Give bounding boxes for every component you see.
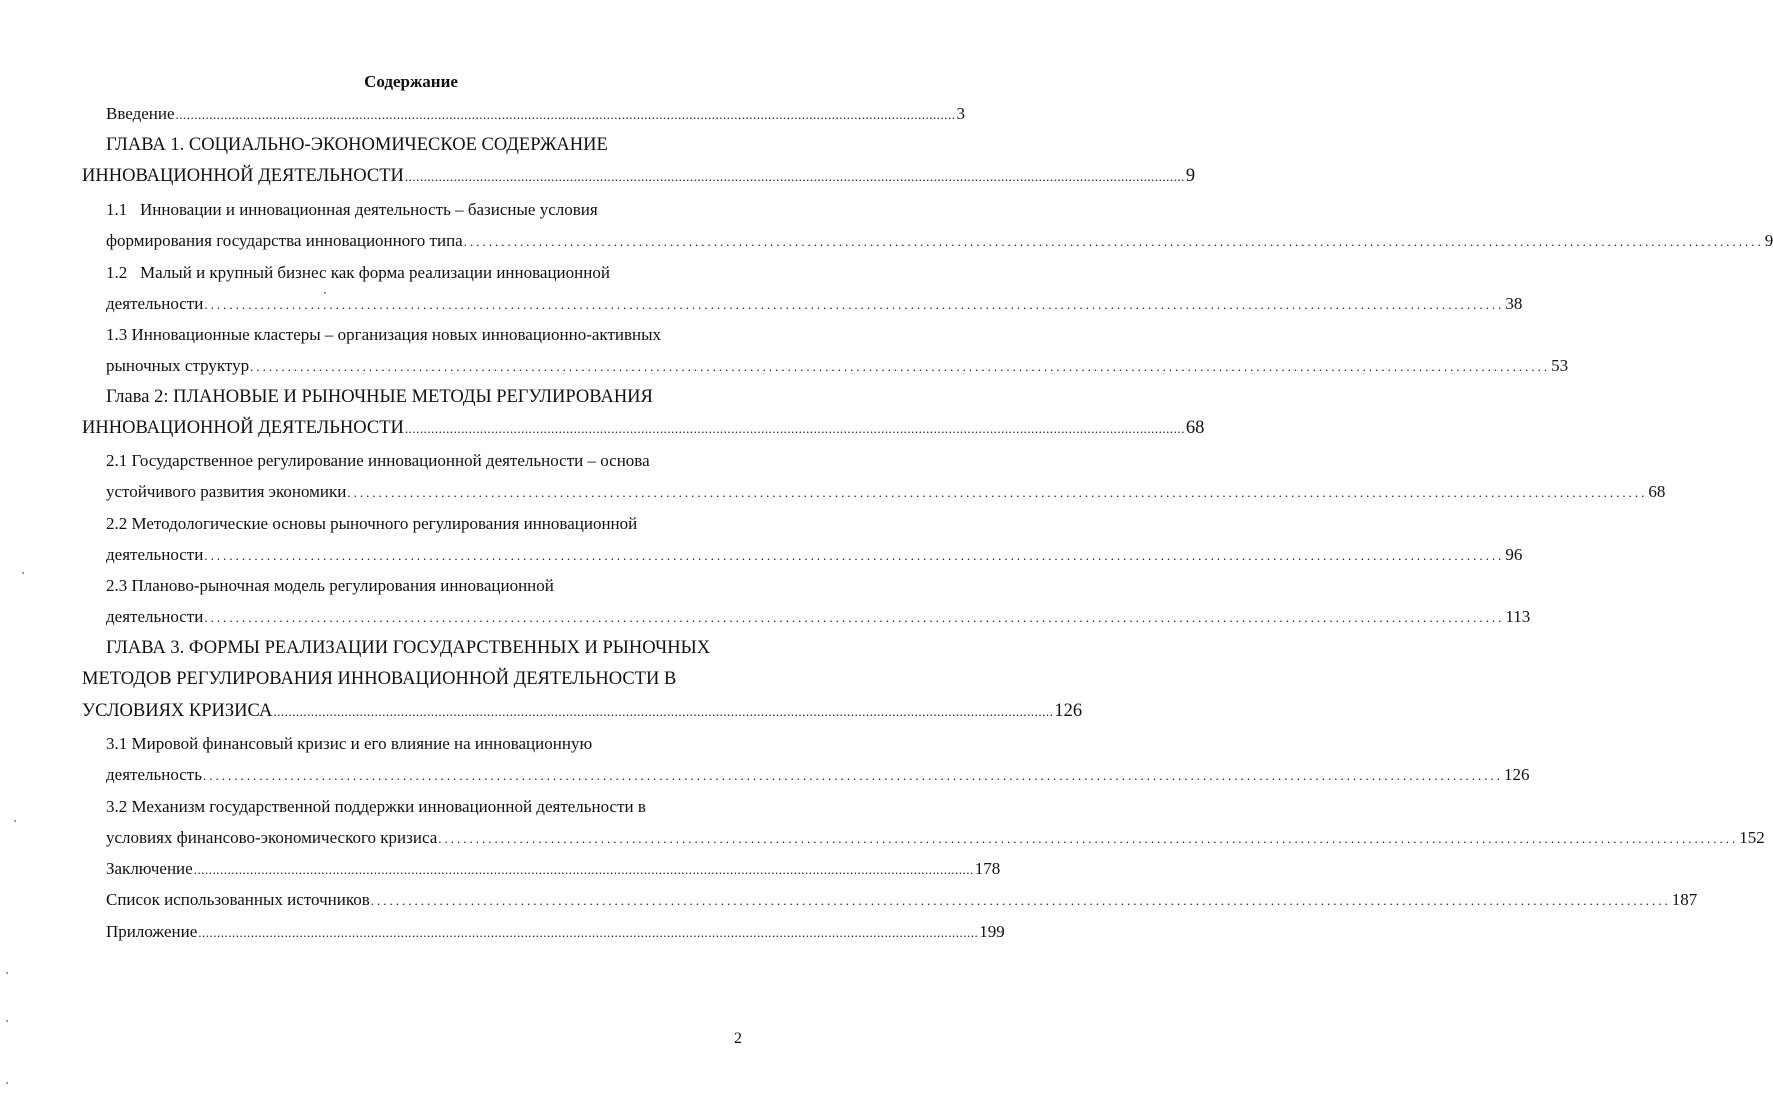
toc-entry-1-1-line-1 <box>106 199 742 221</box>
toc-page-number: 178 <box>974 859 1001 878</box>
toc-entry-text: деятельности <box>106 294 204 313</box>
toc-page-number: 68 <box>1648 482 1666 501</box>
toc-entry-text: Глава 2: ПЛАНОВЫЕ И РЫНОЧНЫЕ МЕТОДЫ РЕГУЛИРОВАНИЯ <box>106 387 653 407</box>
toc-entry-text: ГЛАВА 1. СОЦИАЛЬНО-ЭКОНОМИЧЕСКОЕ СОДЕРЖАНИЕ <box>106 135 608 155</box>
scan-speck <box>22 572 24 574</box>
toc-entry-3-1-line-1 <box>106 733 742 755</box>
toc-entry-3-2-line-2 <box>106 827 1765 850</box>
toc-entry-text: формирования государства инновационного типа <box>106 231 463 250</box>
toc-entry-text: рыночных структур <box>106 356 250 375</box>
toc-page-number: 152 <box>1739 828 1765 847</box>
toc-page-number: 38 <box>1505 294 1523 313</box>
toc-page-number: 9 <box>1185 166 1196 186</box>
toc-entry-text: МЕТОДОВ РЕГУЛИРОВАНИЯ ИННОВАЦИОННОЙ ДЕЯТЕЛЬНОСТИ В <box>82 669 677 689</box>
toc-entry-text: 1.3 Инновационные кластеры – организация новых инновационно-активных <box>106 325 662 344</box>
toc-entry-text: 2.1 Государственное регулирование инновационной деятельности – основа <box>106 451 650 470</box>
toc-entry-text: УСЛОВИЯХ КРИЗИСА <box>82 701 273 721</box>
leader-dots: ................................................................................................................................................................................................................ <box>438 831 1739 846</box>
toc-entry-appendix <box>106 921 1005 944</box>
toc-entry-3-1-line-2 <box>106 764 1530 787</box>
toc-entry-text: 1.2 Малый и крупный бизнес как форма реализации инновационной <box>106 263 610 282</box>
toc-page-number: 3 <box>956 104 966 123</box>
toc-entry-3-2-line-1 <box>106 796 742 818</box>
leader-dots: ................................................................................................................................................................................................................ <box>204 548 1505 563</box>
toc-entry-chapter-2-line-1 <box>106 386 742 408</box>
toc-entry-text: деятельность <box>106 765 202 784</box>
toc-entry-references <box>106 889 1698 912</box>
page-number: 2 <box>734 1030 742 1047</box>
leader-dots: ................................................................................................................................................................................................................ <box>404 169 1185 184</box>
toc-entry-introduction <box>106 103 966 126</box>
toc-entry-conclusion <box>106 858 1001 881</box>
toc-entry-chapter-3-line-2 <box>82 668 742 690</box>
toc-entry-chapter-3-line-1 <box>106 637 742 659</box>
leader-dots: ................................................................................................................................................................................................................ <box>273 704 1054 719</box>
toc-entry-2-1-line-1 <box>106 450 742 472</box>
toc-entry-text: ИННОВАЦИОННОЙ ДЕЯТЕЛЬНОСТИ <box>82 418 404 438</box>
leader-dots: ................................................................................................................................................................................................................ <box>250 359 1551 374</box>
toc-page-number: 96 <box>1505 545 1523 564</box>
leader-dots: ................................................................................................................................................................................................................ <box>404 421 1185 436</box>
toc-entry-1-3-line-1 <box>106 324 742 346</box>
toc-entry-2-1-line-2 <box>106 481 1666 504</box>
toc-entry-2-2-line-1 <box>106 513 742 535</box>
toc-entry-text: ГЛАВА 3. ФОРМЫ РЕАЛИЗАЦИИ ГОСУДАРСТВЕННЫХ И РЫНОЧНЫХ <box>106 638 711 658</box>
toc-page-number: 113 <box>1505 607 1531 626</box>
toc-entry-1-2-line-1 <box>106 262 742 284</box>
toc-entry-text: условиях финансово-экономического кризиса <box>106 828 438 847</box>
toc-entry-text: Заключение <box>106 859 193 878</box>
scan-speck <box>6 1020 8 1022</box>
toc-entry-text: 3.1 Мировой финансовый кризис и его влияние на инновационную <box>106 734 593 753</box>
toc-entry-text: Список использованных источников <box>106 890 370 909</box>
toc-page-number: 126 <box>1054 701 1083 721</box>
toc-entry-chapter-2-line-2 <box>82 417 1205 440</box>
toc-entry-chapter-1-line-2 <box>82 165 1196 188</box>
toc-entry-text: Введение <box>106 104 175 123</box>
toc-page-number: 9 <box>1764 231 1773 250</box>
leader-dots: ................................................................................................................................................................................................................ <box>204 610 1505 625</box>
toc-entry-chapter-3-line-3 <box>82 700 1083 723</box>
leader-dots: ................................................................................................................................................................................................................ <box>202 768 1503 783</box>
toc-entry-1-2-line-2 <box>106 293 1523 316</box>
toc-entry-text: устойчивого развития экономики <box>106 482 347 501</box>
toc-entry-2-3-line-1 <box>106 575 742 597</box>
toc-page-number: 126 <box>1503 765 1530 784</box>
leader-dots: ................................................................................................................................................................................................................ <box>463 234 1764 249</box>
toc-entry-text: 1.1 Инновации и инновационная деятельность – базисные условия <box>106 200 598 219</box>
toc-entry-text: 2.2 Методологические основы рыночного регулирования инновационной <box>106 514 638 533</box>
scan-speck <box>14 820 16 822</box>
toc-entry-2-2-line-2 <box>106 544 1523 567</box>
toc-page-number: 187 <box>1671 890 1698 909</box>
scan-speck <box>6 1082 8 1084</box>
leader-dots: ................................................................................................................................................................................................................ <box>204 297 1505 312</box>
toc-page-number: 53 <box>1551 356 1569 375</box>
leader-dots: ................................................................................................................................................................................................................ <box>370 893 1671 908</box>
toc-entry-text: 3.2 Механизм государственной поддержки инновационной деятельности в <box>106 797 646 816</box>
toc-entry-text: ИННОВАЦИОННОЙ ДЕЯТЕЛЬНОСТИ <box>82 166 404 186</box>
leader-dots: ................................................................................................................................................................................................................ <box>347 485 1648 500</box>
toc-entry-text: деятельности <box>106 607 204 626</box>
leader-dots: ................................................................................................................................................................................................................ <box>175 107 956 122</box>
leader-dots: ................................................................................................................................................................................................................ <box>198 925 979 940</box>
toc-entry-2-3-line-2 <box>106 606 1531 629</box>
toc-entry-text: Приложение <box>106 922 198 941</box>
toc-page-number: 199 <box>979 922 1005 941</box>
toc-entry-text: деятельности <box>106 545 204 564</box>
toc-entry-text: 2.3 Планово-рыночная модель регулирования инновационной <box>106 576 554 595</box>
leader-dots: ................................................................................................................................................................................................................ <box>193 862 974 877</box>
toc-entry-1-1-line-2 <box>106 230 1773 253</box>
toc-title: Содержание <box>364 72 458 91</box>
scan-speck <box>324 292 326 294</box>
toc-page-number: 68 <box>1185 418 1205 438</box>
scan-speck <box>6 972 8 974</box>
toc-entry-chapter-1-line-1 <box>106 134 742 156</box>
toc-entry-1-3-line-2 <box>106 355 1569 378</box>
